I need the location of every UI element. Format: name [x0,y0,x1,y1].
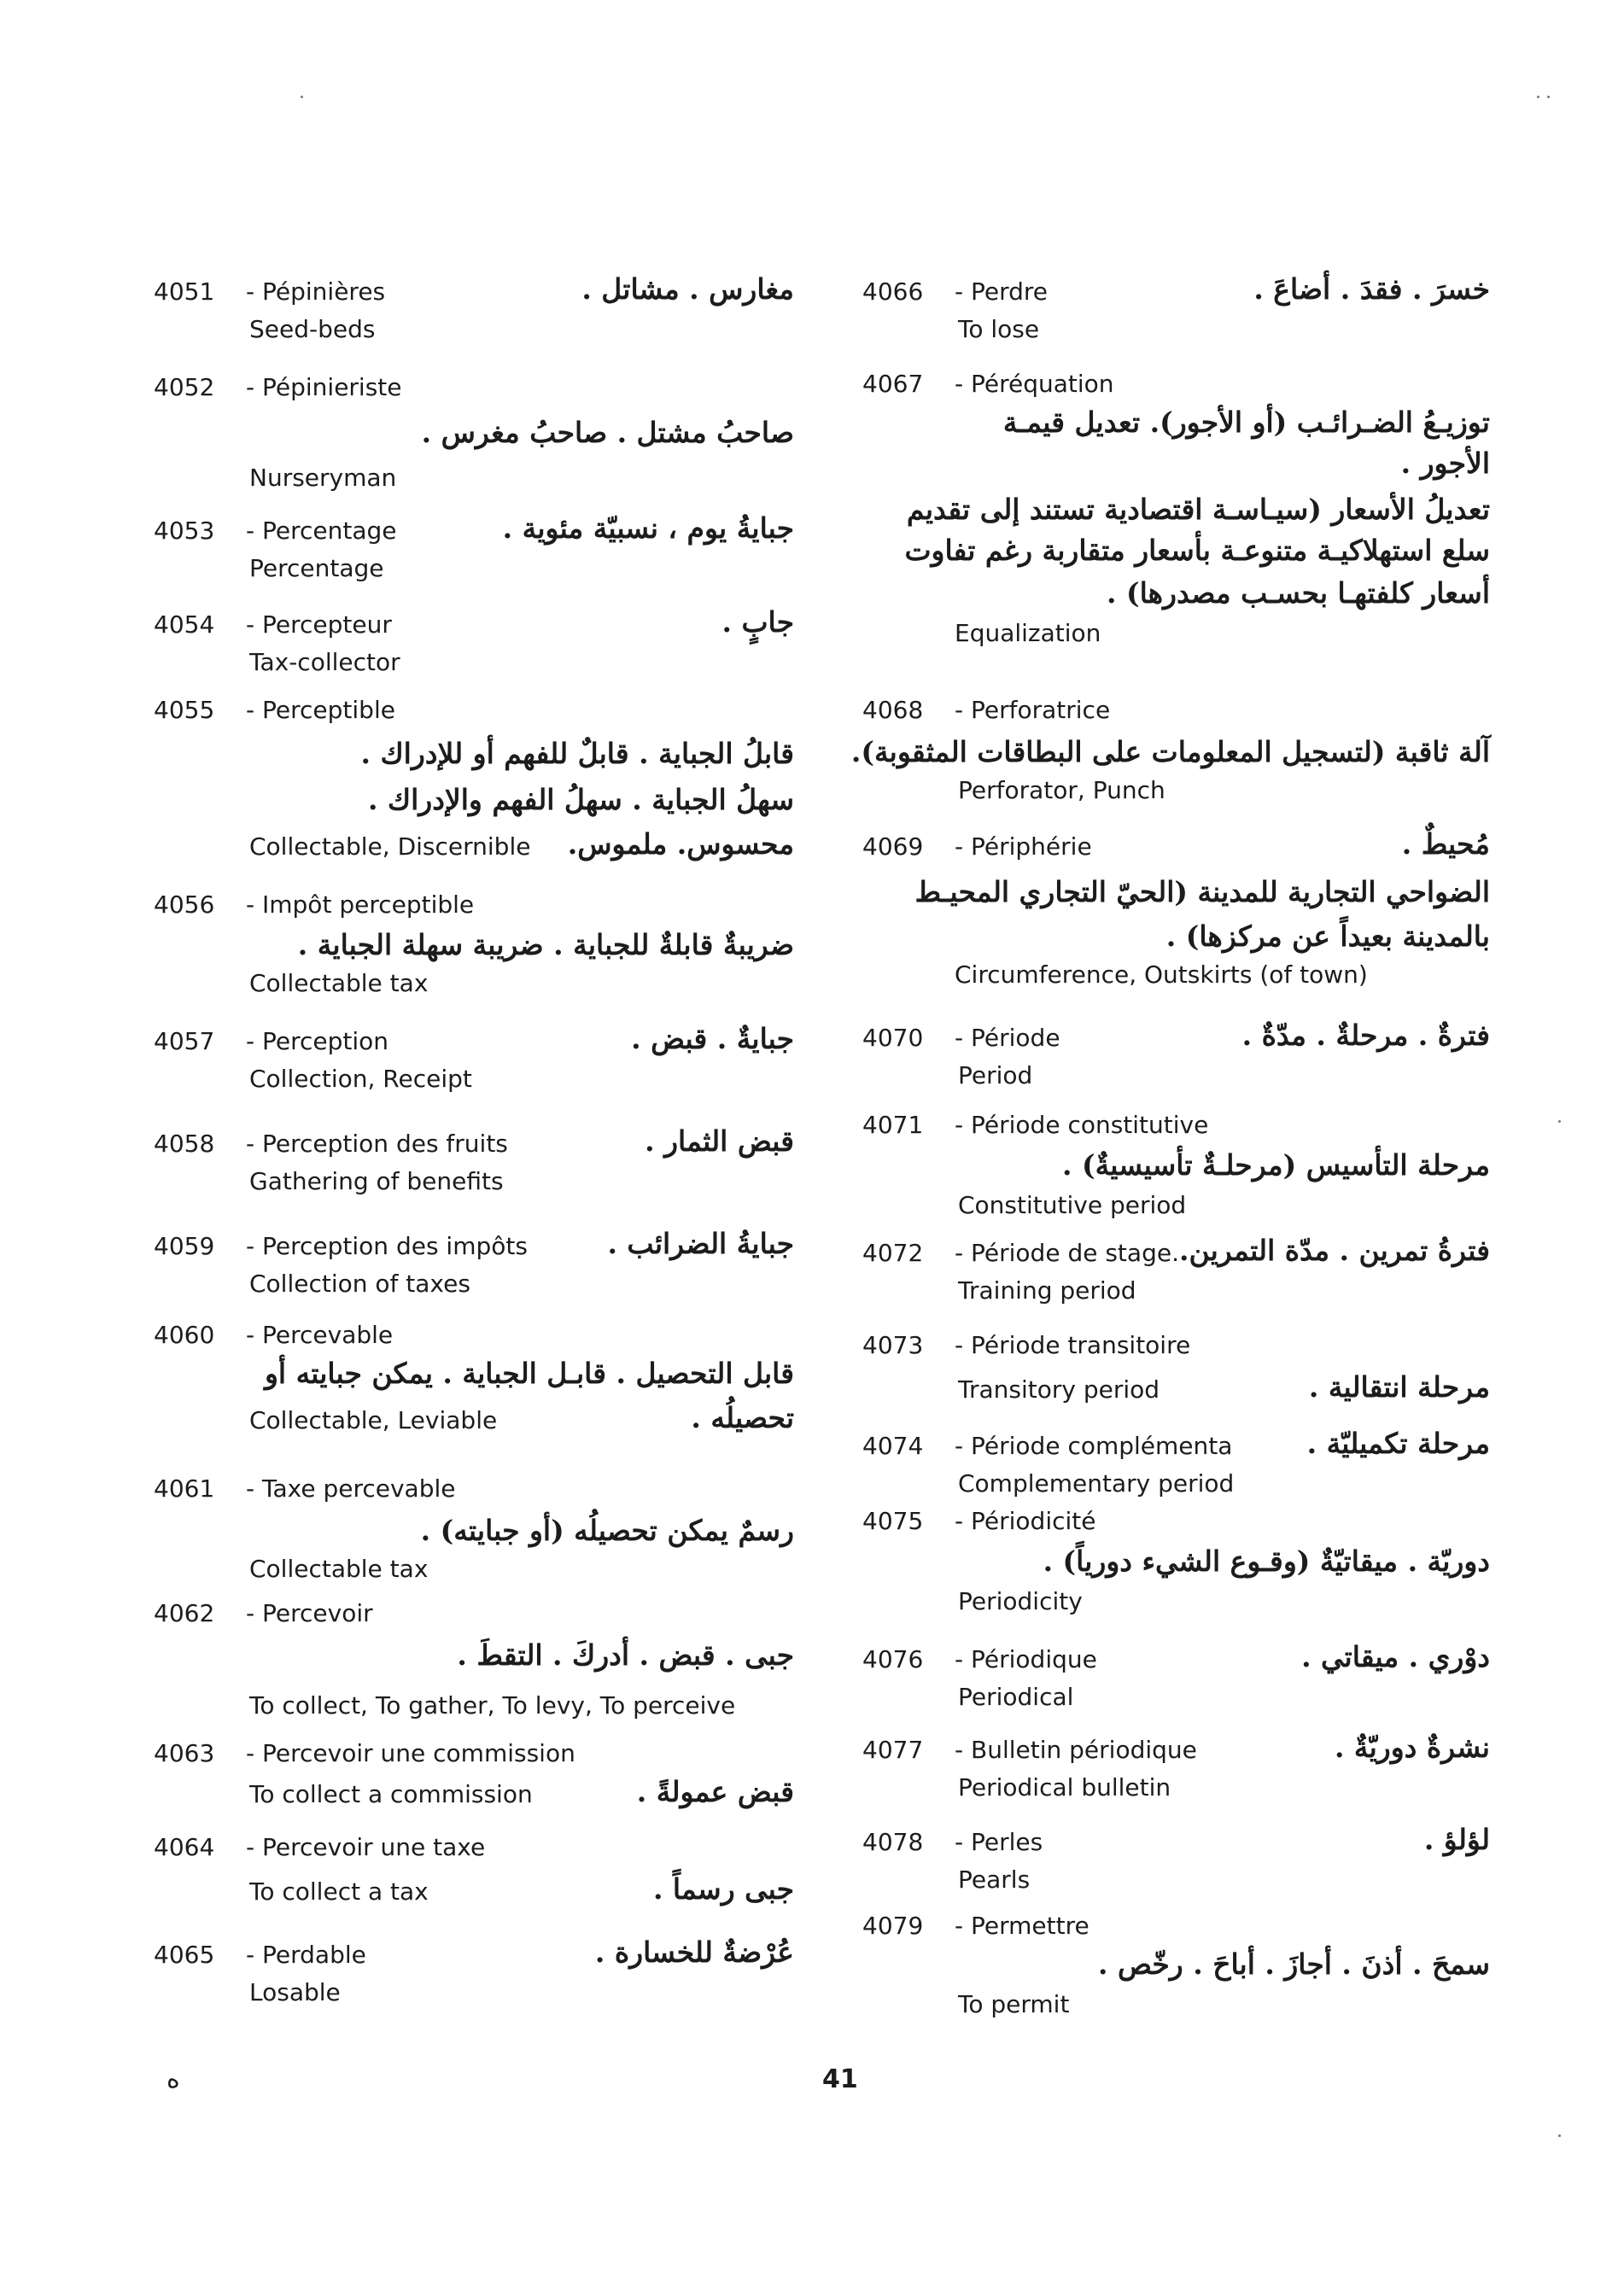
entry-4073 [862,1327,1490,1428]
entry-arabic: الضواحي التجارية للمدينة (الحيّ التجاري المحيـط [914,875,1490,908]
entry-term: - Percevoir [246,1599,373,1627]
entry-term: - Périphérie [955,832,1092,861]
entry-number: 4054 [154,610,215,639]
entry-term: - Période complémenta [955,1432,1233,1460]
entry-4063 [154,1735,794,1829]
entry-arabic: مُحيطٌ . [1401,827,1490,861]
entry-number: 4062 [154,1599,215,1627]
entry-4077 [862,1731,1490,1824]
entry-english: Constitutive period [958,1191,1187,1219]
entry-term: - Percevoir une commission [246,1739,575,1767]
entry-english: Periodical bulletin [958,1773,1171,1801]
entry-arabic: قبض عمولةً . [636,1775,794,1808]
entry-term: - Période de stage. [955,1239,1179,1267]
entry-4059 [154,1228,794,1317]
entry-english: Collectable, Discernible [249,832,531,861]
entry-english: Transitory period [958,1375,1160,1404]
entry-english: Seed-beds [249,315,376,343]
entry-term: - Péréquation [955,370,1114,398]
folio-mark: ﻩ [166,2064,180,2094]
scan-speck [1558,2134,1561,2137]
entry-4057 [154,1023,794,1125]
entry-number: 4059 [154,1232,215,1260]
entry-english: Collectable, Leviable [249,1406,498,1434]
entry-number: 4058 [154,1130,215,1158]
entry-4060 [154,1317,794,1470]
entry-arabic: مغارس . مشاتل . [581,272,794,306]
entry-arabic: ضريبةٌ قابلةٌ للجباية . ضريبة سهلة الجباية . [297,928,794,961]
entry-arabic: دوْري . ميقاتي . [1301,1640,1490,1673]
entry-english: Gathering of benefits [249,1167,504,1195]
entry-english: Collectable tax [249,1555,429,1583]
entry-4062 [154,1595,794,1735]
entry-number: 4071 [862,1111,924,1139]
entry-number: 4065 [154,1941,215,1969]
entry-term: - Perception des fruits [246,1130,508,1158]
entry-arabic: آلة ثاقبة (لتسجيل المعلومات على البطاقات المثقوبة). [850,735,1490,768]
entry-english: Nurseryman [249,464,397,492]
entry-term: - Périodique [955,1645,1097,1673]
scan-speck [1547,96,1550,98]
entry-number: 4064 [154,1833,215,1861]
right-column [850,272,1490,2027]
entry-arabic: تعديلُ الأسعار (سيـاسـة اقتصادية تستند إلى تقديم [906,493,1490,526]
entry-arabic: توزيـعُ الضـرائـب (أو الأجور). تعديل قيمـة [1002,406,1490,439]
entry-number: 4072 [862,1239,924,1267]
entry-english: To collect a tax [249,1877,429,1906]
entry-term: - Perforatrice [955,696,1111,724]
entry-number: 4056 [154,890,215,919]
entry-number: 4079 [862,1912,924,1940]
entry-4067 [862,365,1490,692]
entry-term: - Perdable [246,1941,366,1969]
entry-number: 4073 [862,1331,924,1359]
entry-english: Collectable tax [249,969,429,997]
entry-number: 4078 [862,1828,924,1856]
entry-term: - Perceptible [246,696,395,724]
entry-number: 4066 [862,277,924,306]
entry-arabic: مرحلة تكميليّة . [1306,1427,1490,1460]
entry-number: 4076 [862,1645,924,1673]
entry-term: - Périodicité [955,1507,1096,1535]
entry-term: - Percepteur [246,610,392,639]
entry-term: - Perception des impôts [246,1232,528,1260]
entry-arabic: محسوس. ملموس. [567,827,794,861]
entry-number: 4061 [154,1474,215,1503]
entry-4066 [862,273,1490,365]
entry-4074 [862,1428,1490,1503]
entry-4069 [862,828,1490,1019]
entry-number: 4063 [154,1739,215,1767]
entry-english: Tax-collector [249,648,400,676]
entry-arabic: عُرْضةٌ للخسارة . [594,1936,794,1969]
entry-4054 [154,606,794,692]
entry-term: - Perception [246,1027,389,1055]
entry-english: To lose [958,315,1040,343]
entry-arabic: تحصيلُه . [691,1401,794,1434]
entry-number: 4075 [862,1507,924,1535]
entry-english: Training period [958,1276,1136,1305]
entry-number: 4057 [154,1027,215,1055]
entry-4056 [154,886,794,1023]
entry-term: - Taxe percevable [246,1474,456,1503]
entry-4052 [154,369,794,512]
entry-4070 [862,1019,1490,1106]
entry-term: - Pépinières [246,277,386,306]
entry-4078 [862,1824,1490,1907]
entry-4076 [862,1641,1490,1731]
page-number: 41 [822,2064,858,2094]
entry-term: - Impôt perceptible [246,890,475,919]
entry-number: 4051 [154,277,215,306]
entry-arabic: فترةٌ . مرحلةٌ . مدّةٌ . [1241,1019,1490,1052]
entry-4071 [862,1106,1490,1235]
entry-term: - Période constitutive [955,1111,1209,1139]
entry-arabic: جابٍ . [721,605,794,639]
entry-arabic: مرحلة التأسيس (مرحلـةٌ تأسيسيةٌ) . [1062,1148,1490,1182]
entry-arabic: مرحلة انتقالية . [1308,1370,1490,1404]
entry-term: - Période [955,1024,1060,1052]
entry-term: - Percentage [246,517,397,545]
entry-arabic: جبى . قبض . أدركَ . التقطَ . [457,1638,794,1672]
entry-arabic: قابلُ الجباية . قابلٌ للفهم أو للإدراك . [360,737,794,770]
entry-number: 4070 [862,1024,924,1052]
entry-english: Collection of taxes [249,1270,470,1298]
entry-term: - Bulletin périodique [955,1736,1197,1764]
entry-4053 [154,512,794,606]
entry-4068 [850,692,1490,828]
entry-english: To collect a commission [249,1780,533,1808]
entry-arabic: جبى رسماً . [652,1872,794,1906]
entry-arabic: رسمٌ يمكن تحصيلُه (أو جبايته) . [420,1514,794,1547]
entry-term: - Percevoir une taxe [246,1833,486,1861]
entry-arabic: جبايةُ الضرائب . [607,1227,794,1260]
entry-english: Period [958,1061,1033,1089]
entry-4061 [154,1470,794,1595]
entry-arabic: قبض الثمار . [645,1124,794,1158]
entry-number: 4067 [862,370,924,398]
entry-arabic: سهلُ الجباية . سهلُ الفهم والإدراك . [367,783,794,816]
entry-4051 [154,273,794,369]
entry-english: Pearls [958,1866,1031,1894]
entry-english: Circumference, Outskirts (of town) [955,960,1368,989]
entry-english: Complementary period [958,1469,1235,1498]
entry-arabic: دوريّة . ميقاتيّةٌ (وقـوع الشيء دورياً) . [1043,1544,1490,1578]
entry-arabic: الأجور . [1400,447,1490,480]
entry-arabic: قابل التحصيل . قابـل الجباية . يمكن جبايته أو [265,1357,794,1390]
entry-number: 4077 [862,1736,924,1764]
entry-english: Perforator, Punch [958,776,1165,804]
entry-4065 [154,1936,794,2022]
entry-number: 4060 [154,1321,215,1349]
entry-number: 4069 [862,832,924,861]
entry-english: To collect, To gather, To levy, To perceive [249,1691,736,1720]
entry-number: 4074 [862,1432,924,1460]
entry-term: - Pépinieriste [246,373,402,401]
entry-number: 4068 [862,696,924,724]
entry-arabic: خسرَ . فقدَ . أضاعَ . [1253,272,1490,306]
entry-arabic: صاحبُ مشتل . صاحبُ مغرس . [421,416,794,449]
scan-speck [1558,1120,1561,1123]
entry-term: - Perdre [955,277,1049,306]
entry-4064 [154,1829,794,1936]
entry-english: Collection, Receipt [249,1065,472,1093]
entry-english: Periodicity [958,1587,1083,1615]
entry-4058 [154,1125,794,1228]
entry-term: - Permettre [955,1912,1089,1940]
entry-arabic: بالمدينة بعيداً عن مركزها) . [1165,920,1490,953]
entry-english: To permit [958,1990,1070,2018]
left-column [154,273,794,2022]
entry-arabic: نشرةٌ دوريّةٌ . [1334,1731,1490,1764]
entry-arabic: جبايةُ يوم ، نسبيّة مئوية . [502,511,794,545]
entry-english: Percentage [249,554,384,582]
entry-4072 [862,1235,1490,1327]
entry-arabic: جبايةٌ . قبض . [631,1022,794,1055]
scan-speck [301,96,303,98]
entry-arabic: سمحَ . أذنَ . أجازَ . أباحَ . رخّص . [1097,1947,1490,1981]
entry-arabic: فترةُ تمرين . مدّة التمرين. [1179,1234,1490,1267]
entry-english: Equalization [955,619,1101,647]
entry-4055 [154,692,794,886]
scan-speck [1537,96,1539,98]
entry-english: Periodical [958,1683,1074,1711]
entry-english: Losable [249,1978,341,2006]
entry-arabic: سلع استهلاكيـة متنوعـة بأسعار متقاربة رغم تفاوت [904,534,1490,567]
entry-number: 4052 [154,373,215,401]
entry-term: - Percevable [246,1321,394,1349]
entry-4079 [862,1907,1490,2027]
entry-number: 4055 [154,696,215,724]
entry-arabic: لؤلؤ . [1423,1823,1490,1856]
entry-4075 [862,1503,1490,1641]
entry-term: - Perles [955,1828,1043,1856]
entry-arabic: أسعار كلفتهـا بحسـب مصدرها) . [1106,576,1490,610]
entry-number: 4053 [154,517,215,545]
entry-term: - Période transitoire [955,1331,1191,1359]
